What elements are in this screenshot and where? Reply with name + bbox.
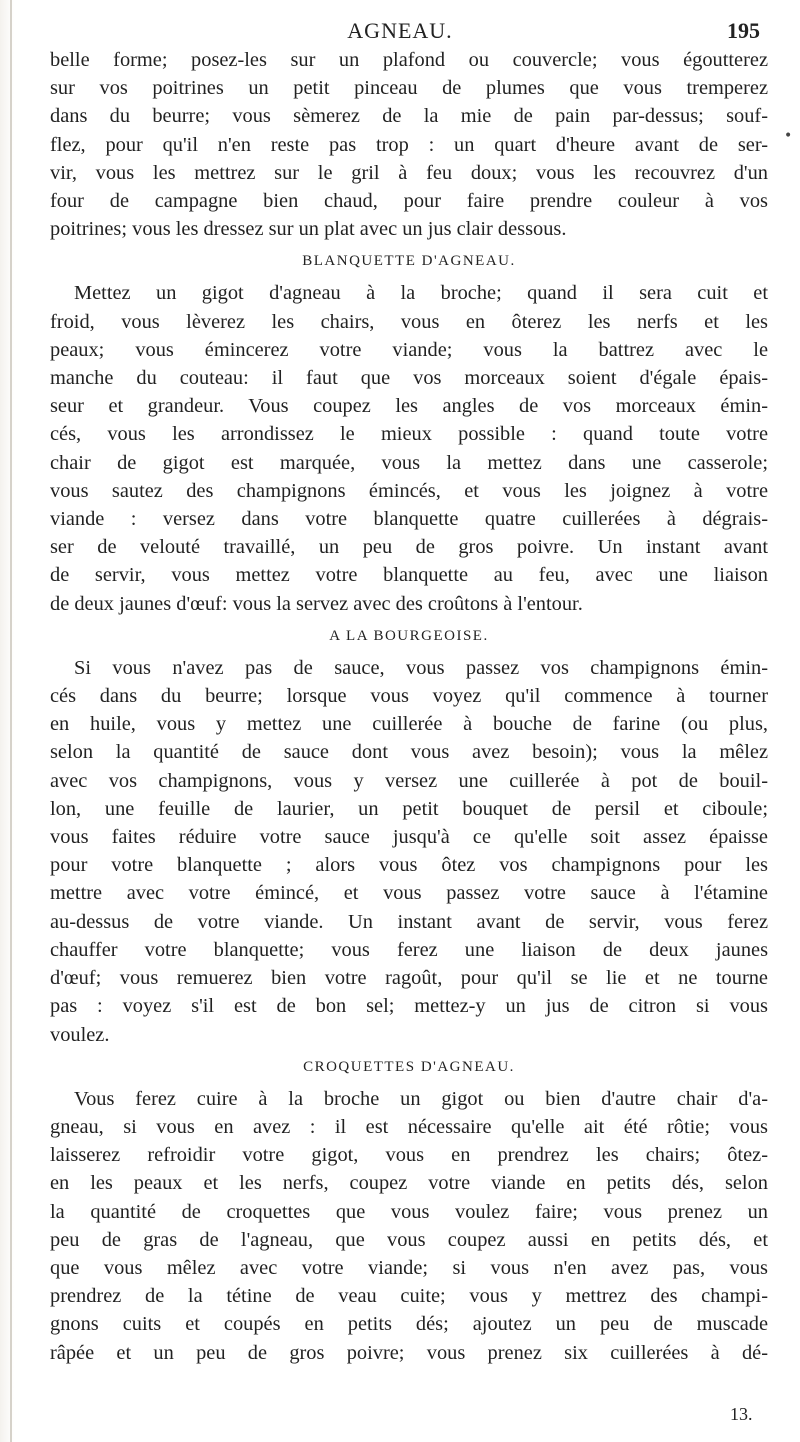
- running-head-title: AGNEAU.: [347, 18, 453, 43]
- text-line: Vous ferez cuire à la broche un gigot ou bien d'autre chair d'a-: [74, 1087, 768, 1110]
- text-line: râpée et un peu de gros poivre; vous prenez six cuillerées à dé-: [50, 1341, 768, 1364]
- text-line: peaux; vous émincerez votre viande; vous la battrez avec le: [50, 338, 768, 361]
- text-line: ser de velouté travaillé, un peu de gros poivre. Un instant avant: [50, 536, 768, 559]
- section-title-bourgeoise: A LA BOURGEOISE.: [329, 627, 489, 644]
- text-line: la quantité de croquettes que vous voulez faire; vous prenez un: [50, 1200, 768, 1223]
- text-line: manche du couteau: il faut que vos morceaux soient d'égale épais-: [50, 367, 768, 390]
- text-line: vous faites réduire votre sauce jusqu'à ce qu'elle soit assez épaisse: [50, 826, 768, 849]
- paragraph-blanquette: [50, 279, 768, 617]
- paragraph-intro: [50, 46, 768, 243]
- text-line: gneau, si vous en avez : il est nécessaire qu'elle ait été rôtie; vous: [50, 1115, 768, 1138]
- text-line: cés, vous les arrondissez le mieux possible : quand toute votre: [50, 423, 768, 446]
- text-line: cés dans du beurre; lorsque vous voyez qu'il commence à tourner: [50, 685, 768, 708]
- text-line: seur et grandeur. Vous coupez les angles de vos morceaux émin-: [50, 395, 768, 418]
- text-line: Mettez un gigot d'agneau à la broche; quand il sera cuit et: [74, 282, 768, 305]
- text-line: viande : versez dans votre blanquette quatre cuillerées à dégrais-: [50, 508, 768, 531]
- text-line: avec vos champignons, vous y versez une cuillerée à pot de bouil-: [50, 769, 768, 792]
- text-line: laisserez refroidir votre gigot, vous en prendrez les chairs; ôtez-: [50, 1144, 768, 1167]
- text-line: flez, pour qu'il n'en reste pas trop : un quart d'heure avant de ser-: [50, 133, 768, 156]
- text-line: poitrines; vous les dressez sur un plat avec un jus clair dessous.: [50, 218, 567, 241]
- text-line: Si vous n'avez pas de sauce, vous passez vos champignons émin-: [74, 656, 768, 679]
- text-line: vous sautez des champignons émincés, et vous les joignez à votre: [50, 479, 768, 502]
- page-body: [50, 46, 768, 1367]
- text-line: voulez.: [50, 1023, 110, 1046]
- page-gutter: [10, 0, 12, 1442]
- text-line: belle forme; posez-les sur un plafond ou couvercle; vous égoutterez: [50, 49, 768, 71]
- text-line: sur vos poitrines un petit pinceau de plumes que vous tremperez: [50, 77, 768, 100]
- text-line: pas : voyez s'il est de bon sel; mettez-y un jus de citron si vous: [50, 995, 768, 1018]
- text-line: froid, vous lèverez les chairs, vous en ôterez les nerfs et les: [50, 310, 768, 333]
- section-title-croquettes: CROQUETTES D'AGNEAU.: [303, 1058, 515, 1075]
- text-line: dans du beurre; vous sèmerez de la mie de pain par-dessus; souf-: [50, 105, 768, 128]
- text-line: prendrez de la tétine de veau cuite; vous y mettrez des champi-: [50, 1285, 768, 1308]
- text-line: de deux jaunes d'œuf: vous la servez avec des croûtons à l'entour.: [50, 592, 583, 615]
- text-line: de servir, vous mettez votre blanquette au feu, avec une liaison: [50, 564, 768, 587]
- paragraph-croquettes: [50, 1085, 768, 1367]
- text-line: mettre avec votre émincé, et vous passez votre sauce à l'étamine: [50, 882, 768, 905]
- paragraph-bourgeoise: [50, 654, 768, 1049]
- section-title-blanquette: BLANQUETTE D'AGNEAU.: [302, 253, 516, 270]
- text-line: chauffer votre blanquette; vous ferez une liaison de deux jaunes: [50, 938, 768, 961]
- text-line: d'œuf; vous remuerez bien votre ragoût, pour qu'il se lie et ne tourne: [50, 967, 768, 990]
- text-line: que vous mêlez avec votre viande; si vous n'en avez pas, vous: [50, 1256, 768, 1279]
- text-line: gnons cuits et coupés en petits dés; ajoutez un peu de muscade: [50, 1313, 768, 1336]
- text-line: selon la quantité de sauce dont vous avez besoin); vous la mêlez: [50, 741, 768, 764]
- text-line: au-dessus de votre viande. Un instant avant de servir, vous ferez: [50, 910, 768, 933]
- text-line: lon, une feuille de laurier, un petit bouquet de persil et ciboule;: [50, 797, 768, 820]
- margin-mark: •: [784, 128, 793, 144]
- text-line: pour votre blanquette ; alors vous ôtez vos champignons pour les: [50, 854, 768, 877]
- text-line: en les peaux et les nerfs, coupez votre viande en petits dés, selon: [50, 1172, 768, 1195]
- text-line: vir, vous les mettrez sur le gril à feu doux; vous les recouvrez d'un: [50, 161, 768, 184]
- text-line: four de campagne bien chaud, pour faire prendre couleur à vos: [50, 190, 768, 213]
- signature-mark: 13.: [730, 1404, 753, 1424]
- text-line: chair de gigot est marquée, vous la mettez dans une casserole;: [50, 451, 768, 474]
- page-number: 195: [727, 18, 760, 43]
- text-line: en huile, vous y mettez une cuillerée à bouche de farine (ou plus,: [50, 713, 768, 736]
- text-line: peu de gras de l'agneau, que vous coupez aussi en petits dés, et: [50, 1228, 768, 1251]
